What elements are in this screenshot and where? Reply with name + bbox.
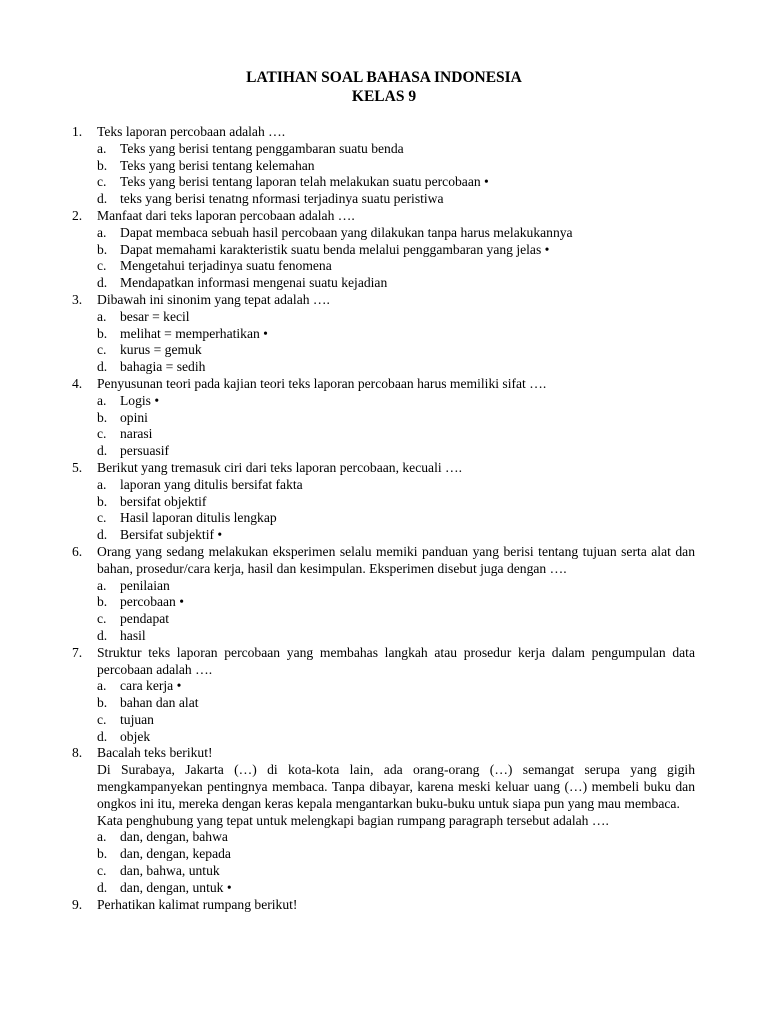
- answer-option: [97, 275, 695, 292]
- question-item: [72, 124, 695, 208]
- title-line-2: KELAS 9: [351, 88, 417, 105]
- option-letter: b.: [97, 157, 108, 173]
- answer-option: [97, 242, 695, 259]
- question-item: [72, 745, 695, 896]
- answer-option: [97, 393, 695, 410]
- option-letter: b.: [97, 409, 108, 425]
- answer-option: [97, 158, 695, 175]
- question-stem: Teks laporan percobaan adalah ….: [97, 124, 286, 139]
- option-text: dan, dengan, untuk •: [120, 879, 232, 895]
- option-letter: d.: [97, 627, 108, 643]
- option-letter: a.: [97, 476, 107, 492]
- answer-option: [97, 191, 695, 208]
- question-number: 5.: [72, 459, 83, 475]
- option-letter: c.: [97, 711, 107, 727]
- option-text: bersifat objektif: [120, 493, 207, 509]
- option-letter: c.: [97, 510, 107, 526]
- option-letter: c.: [97, 342, 107, 358]
- question-prompt: Kata penghubung yang tepat untuk melengkapi bagian rumpang paragraph tersebut adalah ….: [97, 812, 609, 828]
- option-text: Hasil laporan ditulis lengkap: [120, 510, 277, 526]
- option-letter: c.: [97, 426, 107, 442]
- option-text: melihat = memperhatikan •: [120, 325, 268, 341]
- answer-options: [97, 225, 695, 292]
- option-letter: b.: [97, 846, 108, 862]
- option-letter: a.: [97, 829, 107, 845]
- option-text: cara kerja •: [120, 678, 182, 694]
- question-item: [72, 460, 695, 544]
- answer-option: [97, 578, 695, 595]
- question-number: 7.: [72, 644, 83, 660]
- answer-option: [97, 477, 695, 494]
- question-item: [72, 645, 695, 746]
- option-text: dan, bahwa, untuk: [120, 863, 220, 879]
- question-number: 8.: [72, 745, 83, 761]
- answer-option: [97, 342, 695, 359]
- answer-options: [97, 678, 695, 745]
- option-letter: d.: [97, 443, 108, 459]
- option-letter: a.: [97, 224, 107, 240]
- title-line-1: LATIHAN SOAL BAHASA INDONESIA: [246, 69, 522, 86]
- question-stem: Orang yang sedang melakukan eksperimen selalu memiki panduan yang berisi tentang tujuan serta alat dan bahan, prosedur/cara kerja, hasil dan kesimpulan. Eksperimen disebut juga dengan ….: [97, 543, 695, 576]
- option-text: Teks yang berisi tentang kelemahan: [120, 157, 315, 173]
- option-letter: a.: [97, 140, 107, 156]
- answer-option: [97, 712, 695, 729]
- option-text: hasil: [120, 627, 146, 643]
- option-letter: c.: [97, 258, 107, 274]
- question-item: [72, 292, 695, 376]
- option-letter: d.: [97, 191, 108, 207]
- option-text: Dapat memahami karakteristik suatu benda melalui penggambaran yang jelas •: [120, 241, 550, 257]
- answer-options: [97, 477, 695, 544]
- answer-option: [97, 410, 695, 427]
- answer-option: [97, 594, 695, 611]
- document-title: [0, 68, 768, 106]
- option-text: persuasif: [120, 443, 170, 459]
- option-letter: c.: [97, 174, 107, 190]
- option-text: bahagia = sedih: [120, 359, 206, 375]
- option-text: Teks yang berisi tentang penggambaran suatu benda: [120, 140, 404, 156]
- option-letter: a.: [97, 577, 107, 593]
- question-number: 3.: [72, 291, 83, 307]
- answer-option: [97, 611, 695, 628]
- question-item: [72, 208, 695, 292]
- question-stem: Bacalah teks berikut!: [97, 745, 213, 761]
- answer-option: [97, 729, 695, 746]
- option-letter: d.: [97, 879, 108, 895]
- option-text: dan, dengan, bahwa: [120, 829, 228, 845]
- option-letter: b.: [97, 325, 108, 341]
- option-text: dan, dengan, kepada: [120, 846, 231, 862]
- question-list: [72, 124, 695, 913]
- option-text: besar = kecil: [120, 308, 190, 324]
- option-letter: a.: [97, 308, 107, 324]
- option-text: kurus = gemuk: [120, 342, 202, 358]
- answer-option: [97, 141, 695, 158]
- question-stem: Dibawah ini sinonim yang tepat adalah ….: [97, 291, 330, 307]
- option-text: objek: [120, 728, 151, 744]
- answer-options: [97, 829, 695, 896]
- option-text: narasi: [120, 426, 153, 442]
- answer-options: [97, 309, 695, 376]
- question-item: [72, 376, 695, 460]
- answer-option: [97, 628, 695, 645]
- option-letter: b.: [97, 594, 108, 610]
- answer-option: [97, 494, 695, 511]
- question-item: [72, 897, 695, 914]
- answer-option: [97, 695, 695, 712]
- option-text: opini: [120, 409, 148, 425]
- question-item: [72, 544, 695, 645]
- answer-option: [97, 326, 695, 343]
- answer-options: [97, 578, 695, 645]
- option-letter: c.: [97, 611, 107, 627]
- option-letter: a.: [97, 392, 107, 408]
- option-letter: d.: [97, 275, 108, 291]
- question-number: 6.: [72, 543, 83, 559]
- answer-option: [97, 309, 695, 326]
- option-letter: a.: [97, 678, 107, 694]
- option-letter: d.: [97, 728, 108, 744]
- question-stem: Struktur teks laporan percobaan yang membahas langkah atau prosedur kerja dalam pengumpulan data percobaan adalah ….: [97, 644, 695, 677]
- question-number: 1.: [72, 124, 83, 139]
- option-text: Mengetahui terjadinya suatu fenomena: [120, 258, 332, 274]
- answer-options: [97, 393, 695, 460]
- option-text: percobaan •: [120, 594, 185, 610]
- question-stem: Manfaat dari teks laporan percobaan adalah ….: [97, 207, 355, 223]
- question-number: 9.: [72, 896, 83, 912]
- answer-option: [97, 863, 695, 880]
- option-letter: b.: [97, 493, 108, 509]
- answer-option: [97, 258, 695, 275]
- option-text: Logis •: [120, 392, 160, 408]
- answer-option: [97, 359, 695, 376]
- option-text: Bersifat subjektif •: [120, 527, 223, 543]
- answer-option: [97, 225, 695, 242]
- answer-option: [97, 510, 695, 527]
- option-letter: b.: [97, 695, 108, 711]
- option-text: tujuan: [120, 711, 154, 727]
- question-number: 4.: [72, 375, 83, 391]
- answer-option: [97, 174, 695, 191]
- option-text: penilaian: [120, 577, 170, 593]
- option-text: Dapat membaca sebuah hasil percobaan yang dilakukan tanpa harus melakukannya: [120, 224, 573, 240]
- reading-passage: Di Surabaya, Jakarta (…) di kota-kota lain, ada orang-orang (…) semangat serupa yang gigih mengkampanyekan pentingnya membaca. Tanpa dibayar, karena meski keluar uang (…) membeli buku dan ongkos ini itu, mereka dengan keras kepala mengantarkan buku-buku untuk siapa pun yang mau membaca.: [97, 762, 695, 811]
- answer-option: [97, 846, 695, 863]
- option-text: teks yang berisi tenatng nformasi terjadinya suatu peristiwa: [120, 191, 444, 207]
- question-stem: Penyusunan teori pada kajian teori teks laporan percobaan harus memiliki sifat ….: [97, 375, 547, 391]
- answer-option: [97, 443, 695, 460]
- question-stem: Berikut yang tremasuk ciri dari teks laporan percobaan, kecuali ….: [97, 459, 463, 475]
- option-text: Teks yang berisi tentang laporan telah melakukan suatu percobaan •: [120, 174, 489, 190]
- answer-option: [97, 426, 695, 443]
- option-letter: d.: [97, 359, 108, 375]
- question-stem: Perhatikan kalimat rumpang berikut!: [97, 896, 298, 912]
- answer-option: [97, 880, 695, 897]
- option-letter: b.: [97, 241, 108, 257]
- answer-option: [97, 678, 695, 695]
- answer-options: [97, 141, 695, 208]
- option-letter: c.: [97, 863, 107, 879]
- question-number: 2.: [72, 207, 83, 223]
- option-letter: d.: [97, 527, 108, 543]
- option-text: bahan dan alat: [120, 695, 199, 711]
- option-text: laporan yang ditulis bersifat fakta: [120, 476, 303, 492]
- option-text: Mendapatkan informasi mengenai suatu kejadian: [120, 275, 388, 291]
- answer-option: [97, 829, 695, 846]
- answer-option: [97, 527, 695, 544]
- option-text: pendapat: [120, 611, 170, 627]
